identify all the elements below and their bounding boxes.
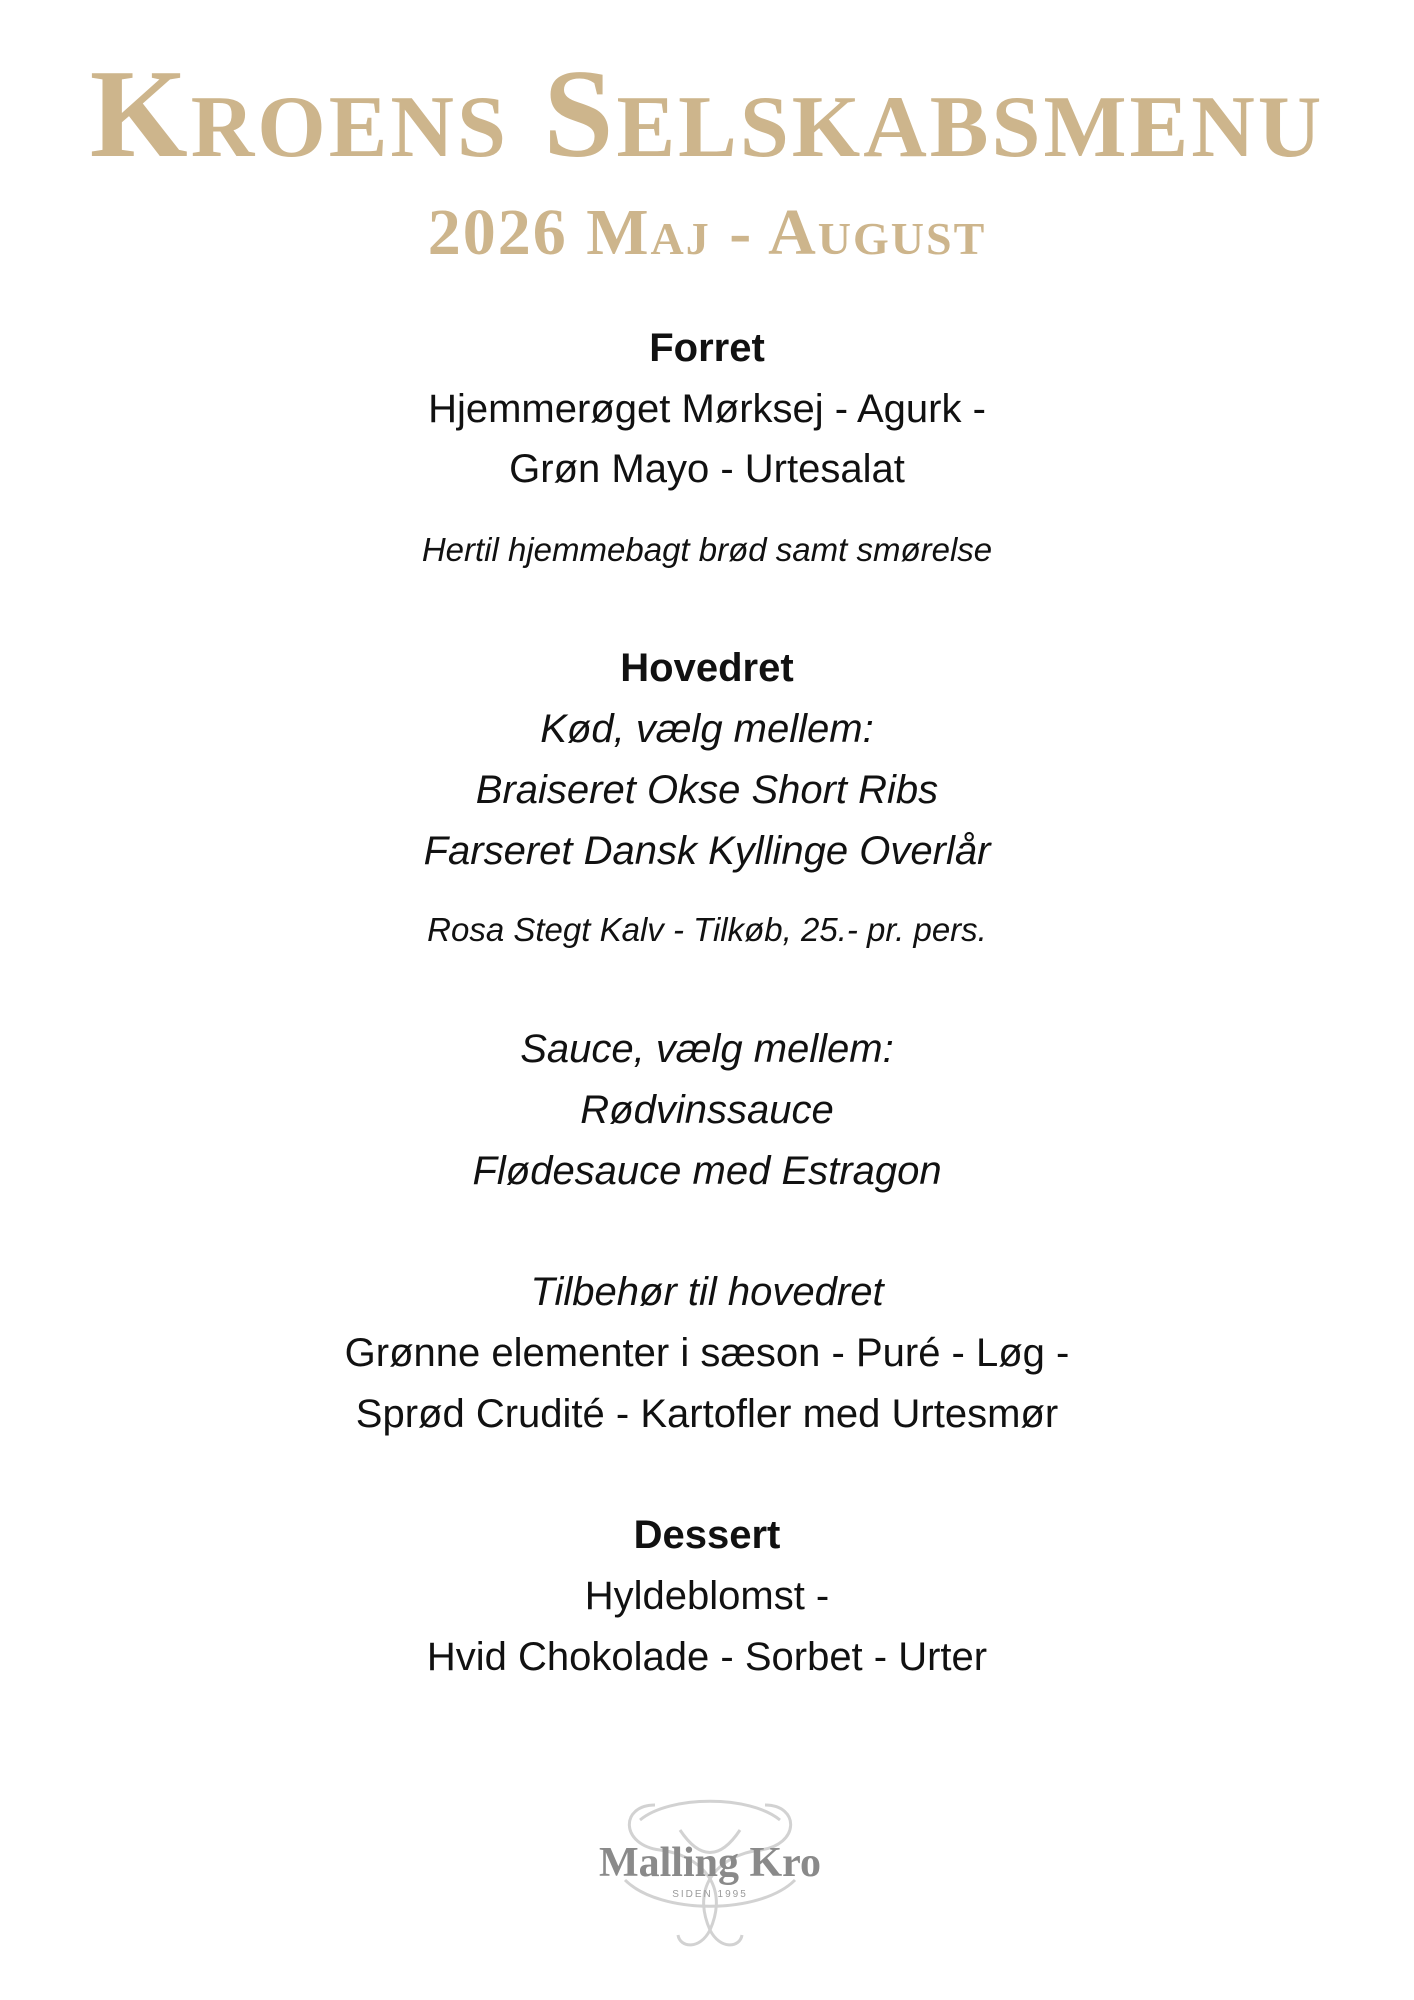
logo-tagline: SIDEN 1995 [672,1889,748,1900]
forret-bread-note: Hertil hjemmebagt brød samt smørelse [421,531,993,568]
meat-choice-intro: Kød, vælg mellem: [540,707,874,751]
sides-line-2: Sprød Crudité - Kartofler med Urtesmør [355,1392,1059,1436]
sides-line-1: Grønne elementer i sæson - Puré - Løg - [344,1331,1070,1375]
menu-title: Kroens Selskabsmenu [89,45,1325,184]
logo-name: Malling Kro [598,1840,822,1886]
malling-kro-logo [580,1790,840,1950]
sauce-option-red-wine: Rødvinssauce [580,1088,834,1132]
logo-flourish-icon [580,1790,840,1950]
forret-dish-line-2: Grøn Mayo - Urtesalat [509,447,905,491]
forret-heading: Forret [649,326,765,370]
dessert-line-2: Hvid Chokolade - Sorbet - Urter [426,1635,988,1679]
sides-intro: Tilbehør til hovedret [530,1270,884,1314]
forret-dish-line-1: Hjemmerøget Mørksej - Agurk - [428,387,986,431]
meat-option-chicken: Farseret Dansk Kyllinge Overlår [423,829,991,873]
sauce-option-cream: Flødesauce med Estragon [472,1149,942,1193]
dessert-line-1: Hyldeblomst - [584,1574,830,1618]
meat-upgrade-note: Rosa Stegt Kalv - Tilkøb, 25.- pr. pers. [427,911,987,948]
menu-period: 2026 Maj - August [427,196,987,269]
meat-option-short-ribs: Braiseret Okse Short Ribs [475,768,939,812]
sauce-choice-intro: Sauce, vælg mellem: [520,1027,894,1071]
dessert-heading: Dessert [633,1513,781,1557]
hovedret-heading: Hovedret [620,646,794,690]
